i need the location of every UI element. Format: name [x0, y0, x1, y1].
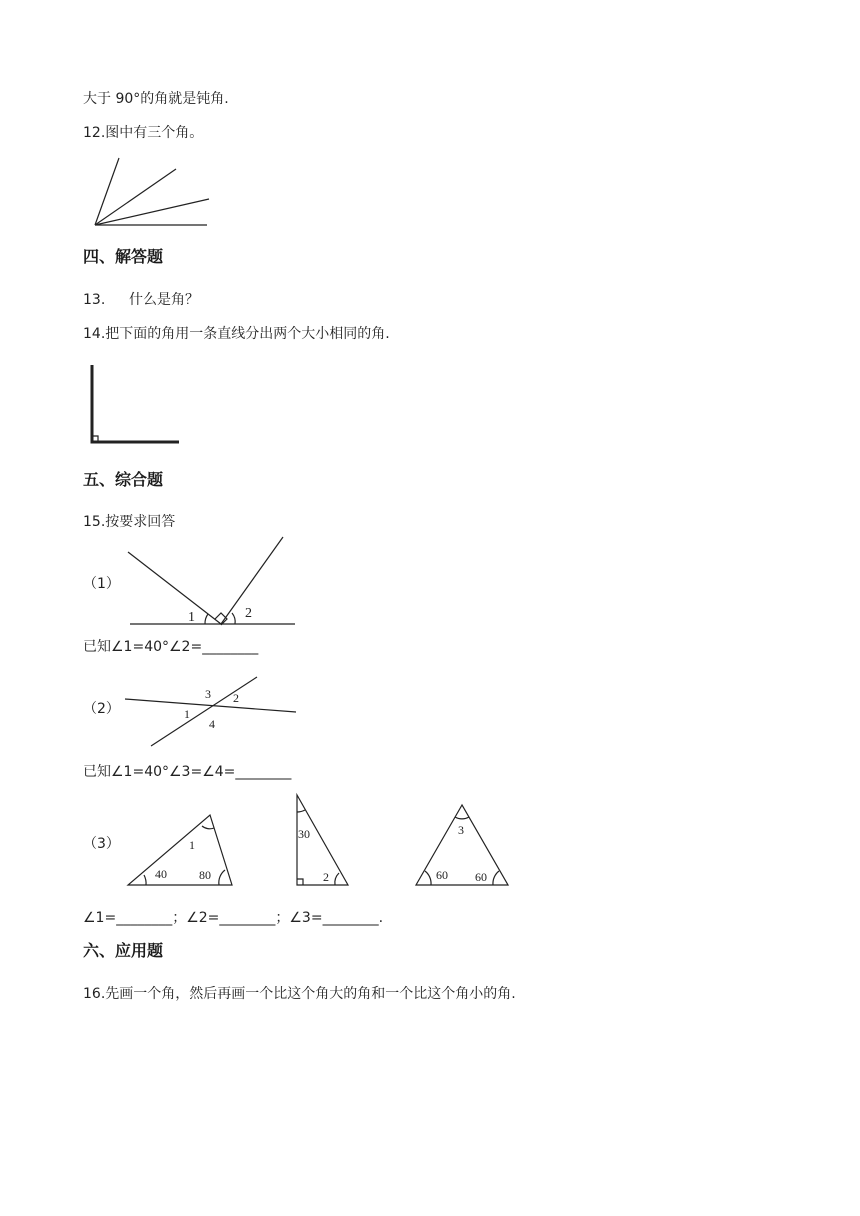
part-2-answer: 已知∠1=40°∠3=∠4=________: [83, 764, 292, 780]
question-13-text: 什么是角？: [129, 292, 199, 308]
label-60-right: 60: [475, 870, 487, 884]
figure-three-rays: [85, 155, 215, 235]
arc-angle-1: [202, 826, 214, 829]
right-angle-sides: [92, 365, 179, 442]
label-80: 80: [199, 868, 211, 882]
triangle-3-shape: [416, 805, 508, 885]
label-angle-1: 1: [184, 707, 190, 721]
label-angle-4: 4: [209, 717, 215, 731]
ray-left: [128, 552, 221, 624]
ray-high: [95, 158, 119, 225]
label-40: 40: [155, 867, 167, 881]
figure-part-2: [120, 670, 300, 750]
question-12: 12.图中有三个角。: [83, 125, 204, 141]
arc-60-left: [425, 871, 431, 885]
arc-30: [297, 810, 305, 812]
label-angle-1: 1: [188, 610, 195, 625]
part-3-answer: ∠1=________；∠2=________；∠3=________.: [83, 910, 384, 926]
label-60-left: 60: [436, 868, 448, 882]
label-angle-3: 3: [458, 823, 464, 837]
arc-angle-2: [335, 873, 339, 885]
part-1-label: （1）: [83, 576, 120, 592]
statement-obtuse: 大于 90°的角就是钝角.: [83, 91, 229, 107]
arc-angle-3: [455, 817, 469, 819]
question-16: 16.先画一个角，然后再画一个比这个角大的角和一个比这个角小的角.: [83, 986, 516, 1002]
figure-triangle-3: [410, 800, 514, 890]
figure-triangle-2: [292, 792, 354, 890]
label-angle-2: 2: [245, 606, 252, 621]
ray-low: [95, 199, 209, 225]
ray-mid: [95, 169, 176, 225]
label-30: 30: [298, 827, 310, 841]
figure-part-1: [125, 535, 300, 630]
section-6-heading: 六、应用题: [83, 941, 164, 960]
arc-40: [144, 875, 146, 885]
label-angle-2: 2: [233, 691, 239, 705]
arc-angle-1: [205, 614, 208, 624]
section-5-heading: 五、综合题: [83, 470, 164, 489]
part-2-label: （2）: [83, 701, 120, 717]
label-angle-3: 3: [205, 687, 211, 701]
label-angle-1: 1: [189, 838, 195, 852]
arc-60-right: [493, 871, 499, 885]
ray-right: [221, 537, 283, 624]
part-3-label: （3）: [83, 836, 120, 852]
line-b: [151, 677, 257, 746]
figure-right-angle: [85, 362, 185, 448]
arc-80: [219, 870, 225, 885]
section-4-heading: 四、解答题: [83, 247, 164, 266]
triangle-1-shape: [128, 815, 232, 885]
figure-triangle-1: [122, 810, 238, 890]
label-angle-2: 2: [323, 870, 329, 884]
arc-angle-2: [232, 613, 235, 624]
right-angle-mark: [297, 879, 303, 885]
question-14: 14.把下面的角用一条直线分出两个大小相同的角.: [83, 326, 390, 342]
part-1-answer: 已知∠1=40°∠2=________: [83, 639, 259, 655]
question-15: 15.按要求回答: [83, 514, 176, 530]
question-13-number: 13.: [83, 292, 106, 308]
